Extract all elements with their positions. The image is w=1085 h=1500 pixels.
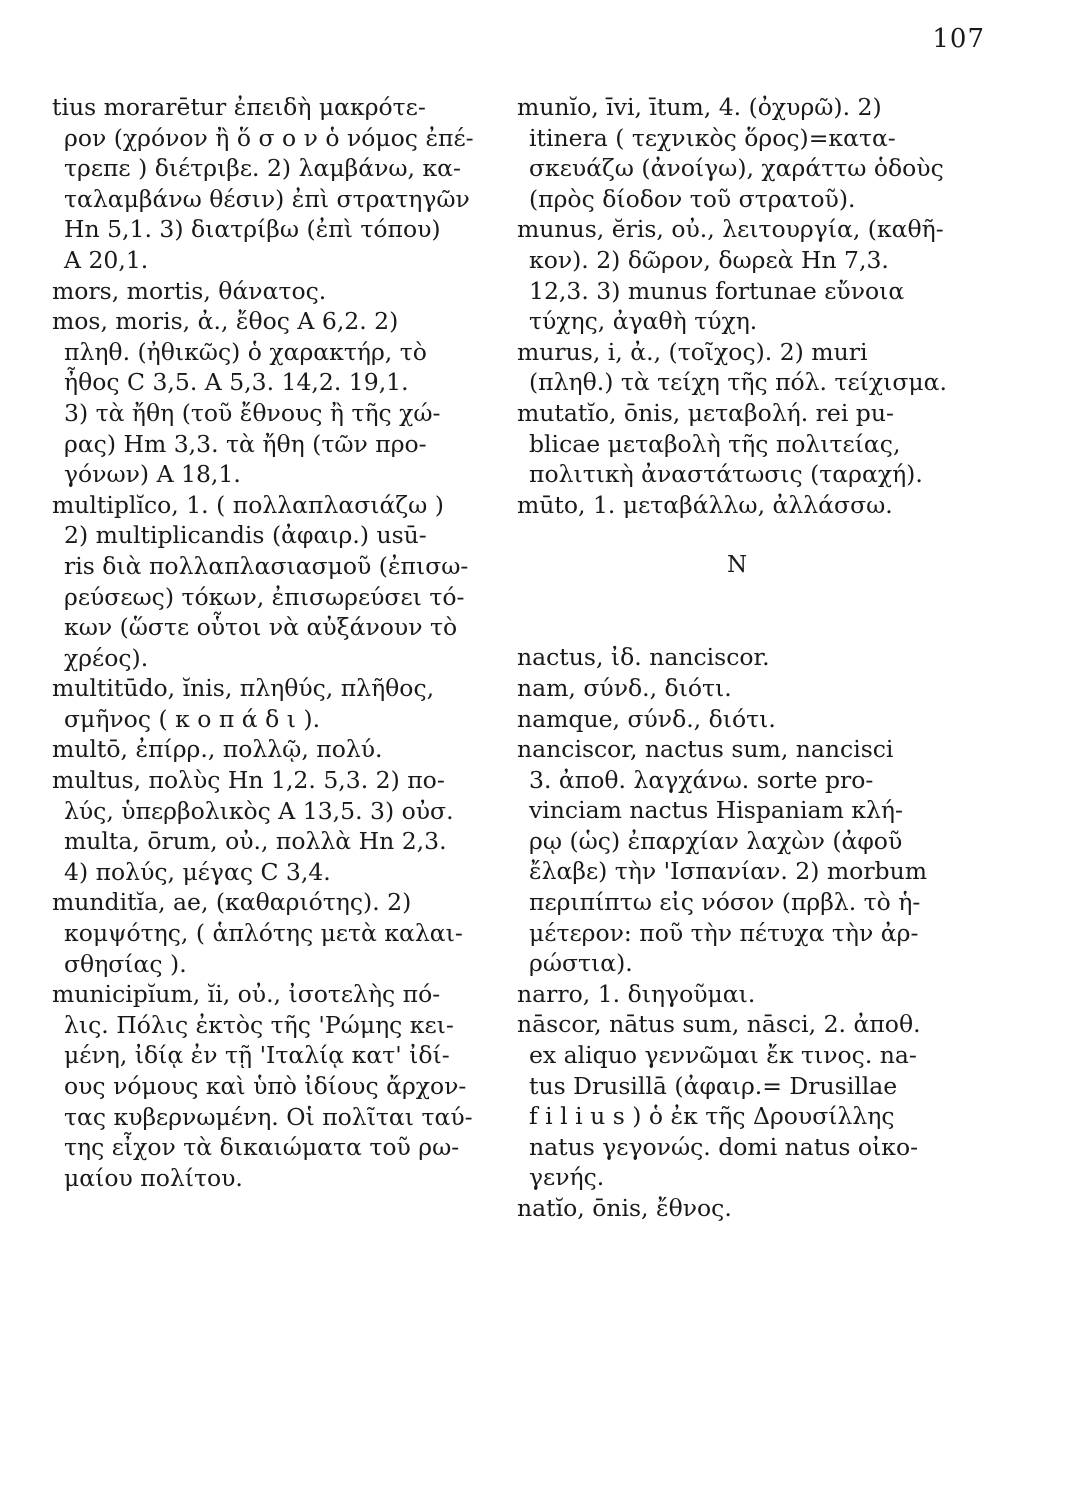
text-line: τύχης, ἀγαθὴ τύχη.: [529, 307, 758, 336]
page-number: 107: [932, 24, 985, 54]
text-line: mūto, 1. μεταβάλλω, ἀλλάσσω.: [517, 490, 893, 519]
left-column: [52, 92, 492, 1193]
text-line: σθησίας ).: [64, 949, 187, 978]
text-line: (πρὸς δίοδον τοῦ στρατοῦ).: [529, 184, 856, 213]
text-line: natĭo, ōnis, ἔθνος.: [517, 1194, 732, 1222]
text-line: mos, moris, ἀ., ἔθος A 6,2. 2): [52, 307, 399, 336]
text-line: 4) πολύς, μέγας C 3,4.: [64, 857, 331, 886]
text-line: 3. ἀποθ. λαγχάνω. sorte pro-: [529, 765, 874, 794]
text-line: nam, σύνδ., διότι.: [517, 673, 732, 702]
text-line: vinciam nactus Hispaniam κλή-: [529, 796, 903, 825]
text-line: λύς, ὑπερβολικὸς A 13,5. 3) οὐσ.: [64, 796, 454, 825]
text-line: μαίου πολίτου.: [64, 1163, 243, 1192]
text-line: ταλαμβάνω θέσιν) ἐπὶ στρατηγῶν: [64, 184, 470, 213]
text-line: γενής.: [529, 1163, 605, 1192]
text-line: σμῆνος ( κ ο π ά δ ι ).: [64, 704, 321, 733]
text-line: murus, i, ἀ., (τοῖχος). 2) muri: [517, 337, 868, 366]
text-line: σκευάζω (ἀνοίγω), χαράττω ὁδοὺς: [529, 154, 944, 183]
text-line: Hn 5,1. 3) διατρίβω (ἐπὶ τόπου): [64, 215, 441, 244]
text-line: narro, 1. διηγοῦμαι.: [517, 979, 756, 1008]
text-line: munus, ĕris, οὐ., λειτουργία, (καθῆ-: [517, 215, 944, 244]
text-line: μέτερον: ποῦ τὴν πέτυχα τὴν ἀρ-: [529, 918, 919, 947]
text-line: λις. Πόλις ἐκτὸς τῆς 'Ρώμης κει-: [64, 1010, 454, 1039]
text-line: municipĭum, ĭi, οὐ., ἰσοτελὴς πό-: [52, 980, 441, 1009]
text-line: multus, πολὺς Hn 1,2. 5,3. 2) πο-: [52, 766, 445, 795]
text-line: κων (ὥστε οὗτοι νὰ αὐξάνουν τὸ: [64, 613, 458, 642]
text-line: πληθ. (ἠθικῶς) ὁ χαρακτήρ, τὸ: [64, 337, 427, 366]
text-line: multitūdo, ĭnis, πληθύς, πλῆθος,: [52, 674, 435, 703]
text-line: ἦθος C 3,5. A 5,3. 14,2. 19,1.: [64, 368, 409, 397]
text-line: ex aliquo γεννῶμαι ἔκ τινος. na-: [529, 1041, 917, 1070]
text-line: mors, mortis, θάνατος.: [52, 276, 327, 305]
text-line: (πληθ.) τὰ τείχη τῆς πόλ. τείχισμα.: [529, 368, 947, 397]
text-line: ἔλαβε) τὴν 'Ισπανίαν. 2) morbum: [529, 857, 928, 886]
text-line: πολιτικὴ ἀναστάτωσις (ταραχή).: [529, 460, 923, 489]
text-line: ris διὰ πολλαπλασιασμοῦ (ἐπισω-: [64, 551, 469, 580]
text-line: mutatĭo, ōnis, μεταβολή. rei pu-: [517, 398, 894, 427]
text-line: nanciscor, nactus sum, nancisci: [517, 735, 894, 764]
text-line: χρέος).: [64, 643, 149, 672]
text-line: A 20,1.: [64, 245, 149, 274]
text-line: blicae μεταβολὴ τῆς πολιτείας,: [529, 429, 901, 458]
right-column: [517, 92, 957, 1224]
text-line: κομψότης, ( ἁπλότης μετὰ καλαι-: [64, 919, 463, 948]
text-line: γόνων) A 18,1.: [64, 460, 241, 489]
text-line: namque, σύνδ., διότι.: [517, 704, 776, 733]
text-line: ρῳ (ὡς) ἐπαρχίαν λαχὼν (ἀφοῦ: [529, 826, 903, 855]
text-line: nactus, ἰδ. nanciscor.: [517, 643, 770, 672]
text-line: κον). 2) δῶρον, δωρεὰ Hn 7,3.: [529, 245, 889, 274]
text-line: ρεύσεως) τόκων, ἐπισωρεύσει τό-: [64, 582, 465, 611]
text-line: multō, ἐπίρρ., πολλῷ, πολύ.: [52, 735, 383, 764]
text-line: ρον (χρόνον ἢ ὅ σ ο ν ὁ νόμος ἐπέ-: [64, 123, 474, 152]
text-line: f i l i u s ) ὁ ἐκ τῆς Δρουσίλλης: [529, 1102, 895, 1131]
text-line: 2) multiplicandis (ἀφαιρ.) usū-: [64, 521, 427, 550]
text-line: ους νόμους καὶ ὑπὸ ἰδίους ἄρχον-: [64, 1072, 467, 1100]
text-line: itinera ( τεχνικὸς ὅρος)=κατα-: [529, 123, 896, 152]
text-line: natus γεγονώς. domi natus οἰκο-: [529, 1132, 919, 1161]
section-letter-heading: N: [726, 552, 748, 579]
text-line: tus Drusillā (ἀφαιρ.= Drusillae: [529, 1071, 898, 1100]
text-line: tius morarētur ἐπειδὴ μακρότε-: [52, 93, 426, 121]
text-line: της εἶχον τὰ δικαιώματα τοῦ ρω-: [64, 1133, 460, 1162]
text-line: τρεπε ) διέτριβε. 2) λαμβάνω, κα-: [64, 154, 461, 183]
text-line: 12,3. 3) munus fortunae εὔνοια: [529, 276, 905, 305]
text-line: 3) τὰ ἤθη (τοῦ ἔθνους ἢ τῆς χώ-: [64, 398, 441, 427]
text-line: munĭo, īvi, ītum, 4. (ὀχυρῶ). 2): [517, 93, 882, 121]
text-line: multa, ōrum, οὐ., πολλὰ Hn 2,3.: [64, 827, 447, 856]
text-line: ρας) Hm 3,3. τὰ ἤθη (τῶν προ-: [64, 429, 427, 458]
text-line: τας κυβερνωμένη. Οἱ πολῖται ταύ-: [64, 1102, 473, 1131]
text-line: μένη, ἰδίᾳ ἐν τῇ 'Ιταλίᾳ κατ' ἰδί-: [64, 1041, 450, 1070]
text-line: ρώστια).: [529, 949, 633, 978]
text-line: munditĭa, ae, (καθαριότης). 2): [52, 888, 412, 917]
text-line: multiplĭco, 1. ( πολλαπλασιάζω ): [52, 490, 444, 519]
text-line: περιπίπτω εἰς νόσον (πρβλ. τὸ ἡ-: [529, 888, 921, 917]
text-line: nāscor, nātus sum, nāsci, 2. ἀποθ.: [517, 1010, 921, 1039]
